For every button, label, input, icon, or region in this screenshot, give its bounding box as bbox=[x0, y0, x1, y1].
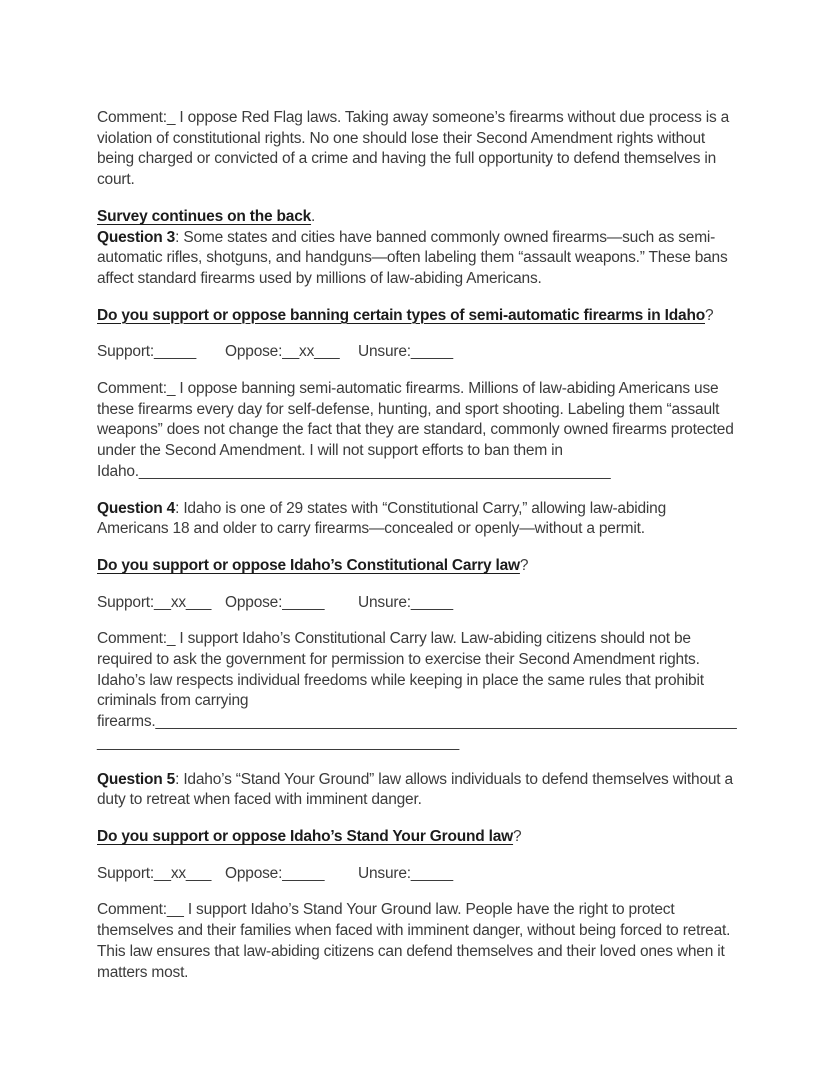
survey-continues-period: . bbox=[311, 207, 316, 225]
comment-red-flag-text: Comment:_ I oppose Red Flag laws. Taking away someone’s firearms without due process is a violation of constitutional rights. No one should lose their Second Amendment rights without being charged or convicted of a crime and having the full opportunity to defend themselves in court. bbox=[97, 109, 734, 189]
question-5-prompt bbox=[97, 827, 739, 848]
survey-continues-note bbox=[97, 207, 739, 228]
support-field: Support:_____ bbox=[97, 343, 197, 361]
question-5-body: : Idaho’s “Stand Your Ground” law allows individuals to defend themselves without a duty to retreat when faced with imminent danger. bbox=[97, 770, 738, 809]
survey-continues-label: Survey continues on the back bbox=[97, 207, 312, 225]
comment-question-5 bbox=[97, 900, 739, 983]
unsure-field: Unsure:_____ bbox=[358, 864, 453, 882]
question-4-body: : Idaho is one of 29 states with “Constitutional Carry,” allowing law-abiding Americans 18 and older to carry firearms—concealed or openly—without a permit. bbox=[97, 499, 670, 538]
unsure-field: Unsure:_____ bbox=[358, 593, 453, 611]
question-3-body: : Some states and cities have banned commonly owned firearms—such as semi-automatic rifles, shotguns, and handguns—often labeling them “assault weapons.” These bans affect standard firearms used by millions of law-abiding Americans. bbox=[97, 228, 732, 287]
oppose-field: Oppose:__xx___ bbox=[225, 343, 340, 361]
unsure-field: Unsure:_____ bbox=[358, 343, 453, 361]
comment-question-4 bbox=[97, 629, 739, 753]
support-field: Support:__xx___ bbox=[97, 593, 212, 611]
question-5-label: Question 5 bbox=[97, 770, 176, 788]
question-4-label: Question 4 bbox=[97, 499, 176, 517]
question-3-prompt-text: Do you support or oppose banning certain types of semi-automatic firearms in Idaho bbox=[97, 306, 705, 324]
comment-red-flag bbox=[97, 108, 739, 191]
question-3-prompt-qmark: ? bbox=[705, 306, 714, 324]
question-5-prompt-qmark: ? bbox=[513, 827, 522, 845]
question-5-prompt-text: Do you support or oppose Idaho’s Stand Your Ground law bbox=[97, 827, 514, 845]
comment-question-3 bbox=[97, 379, 739, 483]
document-body bbox=[97, 108, 739, 983]
comment-question-3-text: Comment:_ I oppose banning semi-automatic firearms. Millions of law-abiding Americans use these firearms every day for self-defense, hunting, and sport shooting. Labeling them “assault weapons” does not change the fact that they are standard, commonly owned firearms protected under the Second Amendment. I will not support efforts to ban them in Idaho.________________________________________________________ bbox=[97, 380, 738, 480]
oppose-field: Oppose:_____ bbox=[225, 593, 325, 611]
question-4-response bbox=[97, 593, 739, 614]
question-4-prompt-qmark: ? bbox=[519, 556, 529, 574]
question-4-prompt-text: Do you support or oppose Idaho’s Constitutional Carry law bbox=[97, 556, 520, 574]
question-4-prompt bbox=[97, 556, 739, 577]
oppose-field: Oppose:_____ bbox=[225, 864, 325, 882]
comment-question-5-text: Comment:__ I support Idaho’s Stand Your Ground law. People have the right to protect themselves and their families when faced with imminent danger, without being forced to retreat. This law ensures that law-abiding citizens can defend themselves and their loved ones when it matters most. bbox=[97, 901, 735, 981]
question-3-text bbox=[97, 228, 739, 290]
question-5-text bbox=[97, 770, 739, 811]
question-3-response bbox=[97, 342, 739, 363]
question-3-prompt bbox=[97, 306, 739, 327]
support-field: Support:__xx___ bbox=[97, 864, 212, 882]
question-3-label: Question 3 bbox=[97, 228, 176, 246]
question-4-text bbox=[97, 499, 739, 540]
question-5-response bbox=[97, 864, 739, 885]
comment-question-4-text: Comment:_ I support Idaho’s Constitutional Carry law. Law-abiding citizens should not be required to ask the government for permission to exercise their Second Amendment rights. Idaho’s law respects individual freedoms while keeping in place the same rules that prohibit criminals from carrying firearms.________________________________________________________________________________________________________________ bbox=[97, 630, 737, 751]
